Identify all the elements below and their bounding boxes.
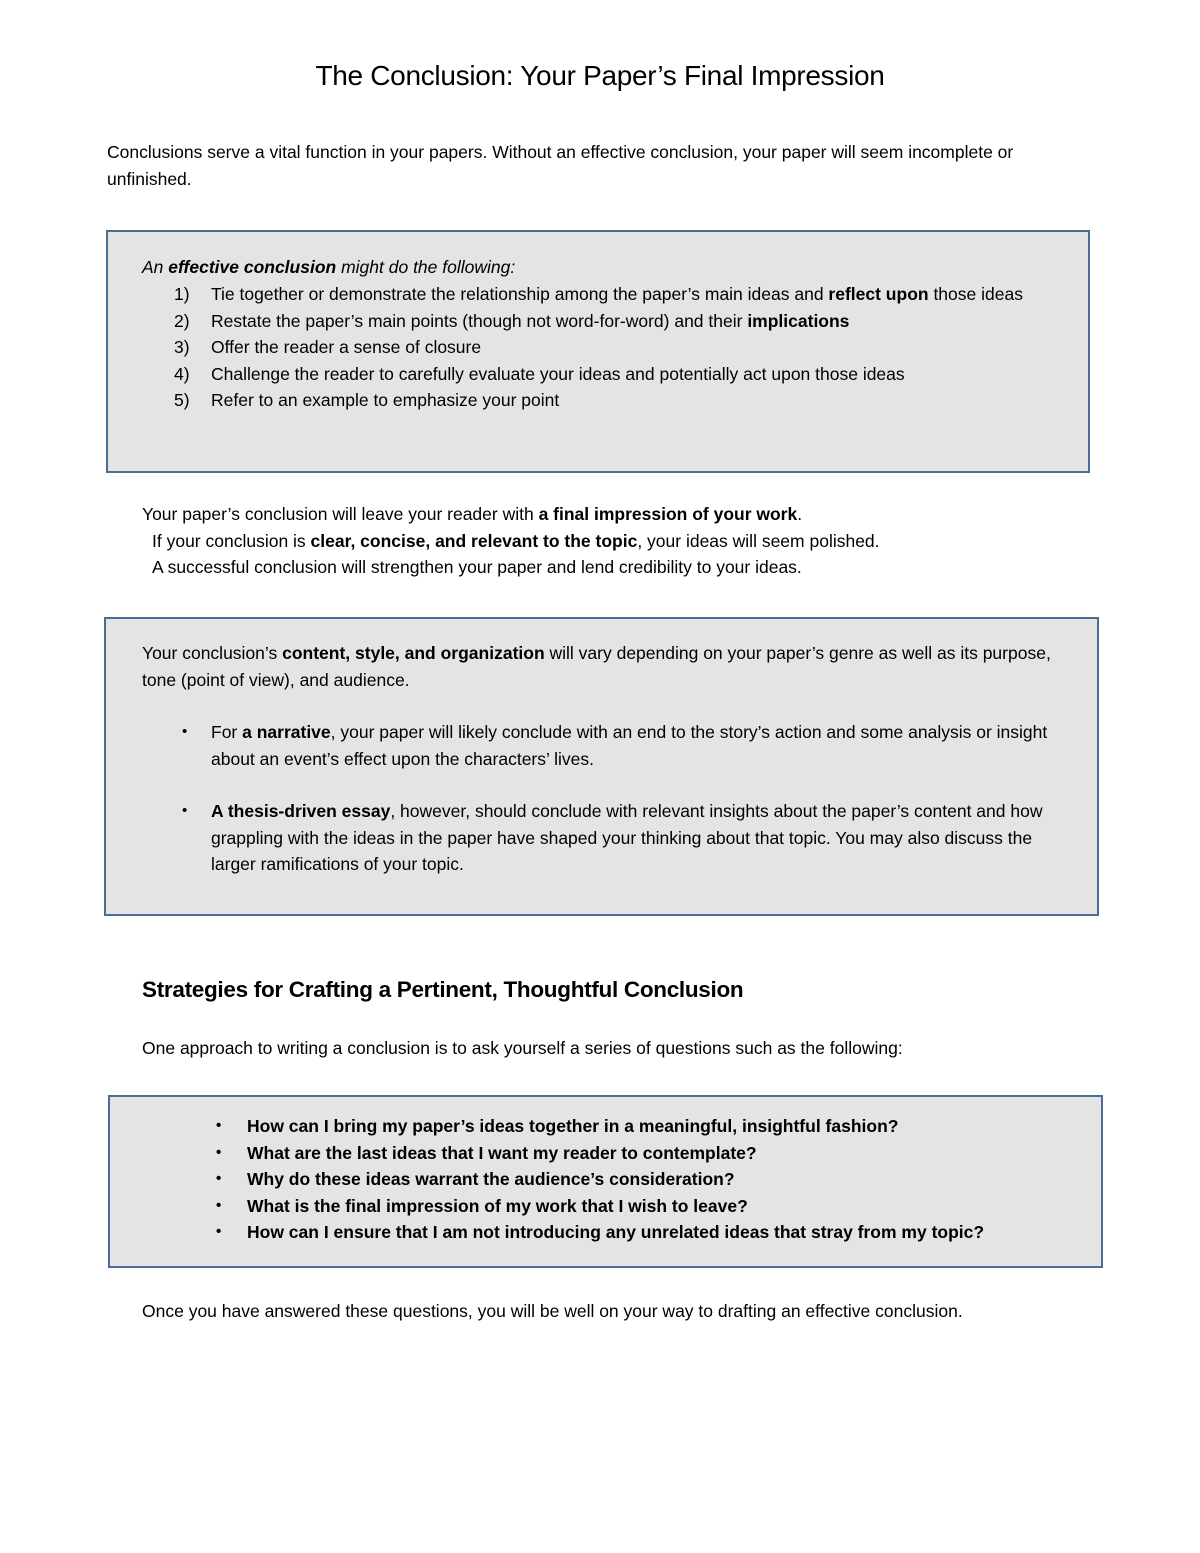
impression-l1-post: . [797,504,803,524]
bullet-icon: • [182,723,188,740]
list-item [142,387,1042,414]
item-bold: a narrative [242,722,331,742]
impression-line-1 [142,504,802,524]
box1-heading-bold: effective conclusion [168,257,337,277]
impression-line-2 [142,528,1062,555]
list-item [142,308,1042,335]
list-item [142,334,1042,361]
item-text: Restate the paper’s main points (though not word-for-word) and their [211,310,748,331]
questions-list [142,1113,1082,1246]
box1-heading-post: might do the following: [336,257,516,277]
impression-l2-bold: clear, concise, and relevant to the topic [310,530,638,551]
item-text-post: , your paper will likely conclude with an end to the story’s action and some analysis or insight about an event’s effect upon the characters’ lives. [211,722,1048,769]
bullet-icon: • [216,1223,222,1240]
box2-intro-pre: Your conclusion’s [142,643,283,663]
bullet-icon: • [182,802,188,819]
item-number: 1) [174,284,190,304]
box2-intro-bold: content, style, and organization [282,643,545,663]
effective-conclusion-list [142,281,1042,414]
impression-l1-pre: Your paper’s conclusion will leave your reader with [142,504,539,524]
impression-l2-post: , your ideas will seem polished. [637,530,880,551]
item-text-post: , however, should conclude with relevant insights about the paper’s content and how grappling with the ideas in the paper have shaped your thinking about that topic. You may also discuss the larger ramifications of your topic. [211,801,1043,874]
list-item [142,361,1042,388]
list-item [142,1140,1082,1167]
box2-intro-post: will vary depending on your paper’s genre as well as its purpose, tone (point of view), and audience. [142,643,1051,690]
list-item [142,1166,1082,1193]
bullet-icon: • [216,1117,222,1134]
item-text: Refer to an example to emphasize your point [211,390,560,410]
item-text: Tie together or demonstrate the relationship among the paper’s main ideas and [211,284,829,304]
question-text: Why do these ideas warrant the audience’s consideration? [247,1169,735,1189]
list-item [142,798,1072,878]
item-text-post: those ideas [928,284,1023,304]
impression-l1-bold: a final impression of your work [538,504,798,524]
final-impression-paragraph [142,501,1062,581]
list-item [142,1219,1082,1246]
list-item [142,719,1072,772]
item-number: 4) [174,363,190,384]
question-text: What is the final impression of my work that I wish to leave? [247,1195,748,1216]
bullet-icon: • [216,1170,222,1187]
box1-heading-pre: An [142,257,169,277]
item-text: For [211,722,243,742]
genre-list [142,719,1072,904]
box2-intro [142,640,1062,693]
bullet-icon: • [216,1143,222,1161]
item-bold: implications [747,310,850,331]
question-text: How can I bring my paper’s ideas together in a meaningful, insightful fashion? [247,1116,899,1136]
approach-paragraph: One approach to writing a conclusion is to ask yourself a series of questions such as the following: [142,1038,903,1058]
impression-l2-pre: If your conclusion is [152,530,311,551]
item-number: 5) [174,390,190,410]
item-text: Challenge the reader to carefully evaluate your ideas and potentially act upon those ideas [211,363,905,384]
box1-heading [142,254,515,281]
item-number: 3) [174,337,190,357]
section-heading: Strategies for Crafting a Pertinent, Thoughtful Conclusion [142,977,744,1002]
question-text: What are the last ideas that I want my reader to contemplate? [247,1142,757,1163]
intro-paragraph: Conclusions serve a vital function in your papers. Without an effective conclusion, your paper will seem incomplete or unfinished. [107,142,1014,189]
bullet-icon: • [216,1196,222,1214]
list-item [142,281,1042,308]
list-item [142,1113,1082,1140]
item-bold: A thesis-driven essay [211,801,391,821]
closing-paragraph: Once you have answered these questions, you will be well on your way to drafting an effective conclusion. [142,1301,963,1321]
item-text: Offer the reader a sense of closure [211,337,482,357]
page-title: The Conclusion: Your Paper’s Final Impression [315,60,885,91]
item-number: 2) [174,310,190,331]
impression-line-3: A successful conclusion will strengthen your paper and lend credibility to your ideas. [152,557,802,577]
list-item [142,1193,1082,1220]
item-bold: reflect upon [828,284,929,304]
question-text: How can I ensure that I am not introducing any unrelated ideas that stray from my topic? [247,1222,985,1242]
